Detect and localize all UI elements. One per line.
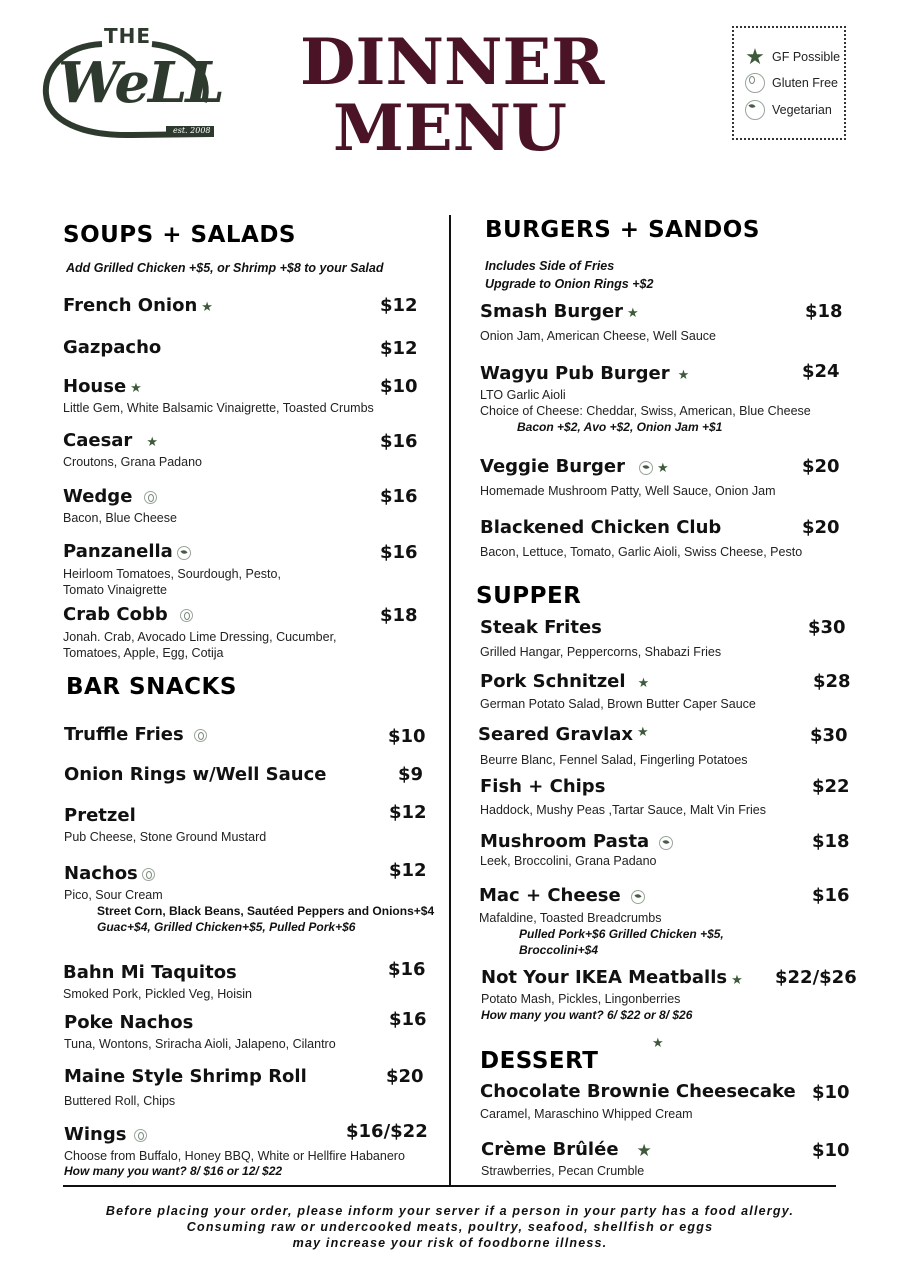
item-desc: Tuna, Wontons, Sriracha Aioli, Jalapeno, Cilantro — [64, 1037, 336, 1051]
item-name: Mushroom Pasta — [480, 831, 650, 852]
item-price: $16 — [388, 959, 426, 980]
menu-item-panzanella — [63, 541, 191, 562]
disclaimer-line-3: may increase your risk of foodborne illness. — [292, 1236, 608, 1250]
title-line-1: DINNER — [300, 25, 605, 100]
star-icon: ★ — [146, 433, 158, 449]
gluten-free-icon — [194, 729, 207, 742]
item-price: $10 — [380, 376, 418, 397]
item-desc: Onion Jam, American Cheese, Well Sauce — [480, 329, 716, 343]
legend-box — [732, 26, 846, 140]
item-name: Crab Cobb — [63, 604, 168, 625]
item-addons: How many you want? 6/ $22 or 8/ $26 — [481, 1008, 693, 1022]
item-name: Pork Schnitzel — [480, 671, 626, 692]
item-price: $30 — [810, 725, 848, 746]
item-desc: Little Gem, White Balsamic Vinaigrette, Toasted Crumbs — [63, 401, 374, 415]
item-desc: Buttered Roll, Chips — [64, 1094, 176, 1108]
menu-item-mushroom-pasta — [480, 831, 673, 852]
footer-rule — [63, 1185, 836, 1187]
star-icon: ★ — [652, 1035, 664, 1050]
item-price: $20 — [802, 456, 840, 477]
item-price: $16/$22 — [346, 1121, 428, 1142]
menu-item-wedge — [63, 486, 157, 507]
menu-item-mac-cheese — [479, 885, 645, 906]
star-icon: ★ — [637, 674, 650, 690]
item-desc: Smoked Pork, Pickled Veg, Hoisin — [63, 987, 252, 1001]
menu-item-wings — [64, 1124, 147, 1145]
item-name: Gazpacho — [63, 337, 162, 358]
star-icon: ★ — [201, 298, 213, 314]
soups-note: Add Grilled Chicken +$5, or Shrimp +$8 to your Salad — [66, 261, 384, 275]
star-icon: ★ — [627, 304, 639, 320]
star-icon: ★ — [130, 379, 142, 395]
item-price: $16 — [812, 885, 850, 906]
item-desc: Pico, Sour Cream — [64, 888, 163, 902]
item-price: $18 — [805, 301, 843, 322]
leaf-icon — [631, 890, 645, 904]
star-icon: ★ — [677, 366, 690, 382]
gluten-free-icon — [744, 72, 766, 94]
item-price: $22 — [812, 776, 850, 797]
item-name: Wedge — [63, 486, 133, 507]
legend-vegetarian — [744, 99, 832, 121]
legend-gluten-free — [744, 72, 838, 94]
item-name: Not Your IKEA Meatballs — [481, 967, 728, 988]
page-title — [300, 25, 605, 166]
item-name: Steak Frites — [480, 617, 602, 638]
menu-item-pork-schnitzel — [480, 671, 649, 692]
item-name: French Onion — [63, 295, 198, 316]
item-desc: Bacon, Blue Cheese — [63, 511, 177, 525]
legend-vegetarian-label: Vegetarian — [772, 103, 832, 117]
logo-est: est. 2008 — [173, 126, 211, 135]
leaf-icon — [177, 546, 191, 560]
menu-item-house — [63, 376, 142, 397]
item-name: Fish + Chips — [480, 776, 606, 797]
item-name: Blackened Chicken Club — [480, 517, 722, 538]
gluten-free-icon — [142, 868, 155, 881]
item-desc: Haddock, Mushy Peas ,Tartar Sauce, Malt Vin Fries — [480, 803, 766, 817]
item-price: $16 — [380, 431, 418, 452]
item-desc-2: Choice of Cheese: Cheddar, Swiss, American, Blue Cheese — [480, 404, 811, 418]
menu-item-ikea-meatballs — [481, 967, 743, 988]
item-name: Crème Brûlée — [481, 1139, 619, 1160]
item-desc: German Potato Salad, Brown Butter Caper Sauce — [480, 697, 756, 711]
item-name: Seared Gravlax — [478, 724, 634, 745]
item-price: $20 — [802, 517, 840, 538]
item-desc-2: Tomatoes, Apple, Egg, Cotija — [63, 646, 224, 660]
item-desc: Beurre Blanc, Fennel Salad, Fingerling Potatoes — [480, 753, 748, 767]
logo — [40, 22, 223, 144]
item-desc: Strawberries, Pecan Crumble — [481, 1164, 645, 1178]
item-desc: Potato Mash, Pickles, Lingonberries — [481, 992, 681, 1006]
title-line-2: MENU — [333, 91, 567, 166]
item-price: $24 — [802, 361, 840, 382]
burgers-note-2: Upgrade to Onion Rings +$2 — [485, 277, 654, 291]
item-price: $12 — [380, 338, 418, 359]
menu-item-wagyu-pub-burger — [480, 363, 689, 384]
item-price: $18 — [380, 605, 418, 626]
leaf-icon — [744, 99, 766, 121]
item-addons: Street Corn, Black Beans, Sautéed Peppers and Onions+$4 — [97, 904, 435, 918]
gluten-free-icon — [134, 1129, 147, 1142]
item-name: Maine Style Shrimp Roll — [64, 1066, 307, 1087]
item-price: $10 — [812, 1082, 850, 1103]
item-price: $30 — [808, 617, 846, 638]
logo-the: THE — [104, 24, 152, 48]
item-desc: Pub Cheese, Stone Ground Mustard — [64, 830, 267, 844]
item-name: Wagyu Pub Burger — [480, 363, 670, 384]
item-price: $12 — [380, 295, 418, 316]
item-name: Bahn Mi Taquitos — [63, 962, 237, 983]
column-divider — [449, 215, 451, 1185]
burgers-note-1: Includes Side of Fries — [485, 259, 615, 273]
item-addons-2: Guac+$4, Grilled Chicken+$5, Pulled Pork+$6 — [97, 920, 356, 934]
menu-item-veggie-burger — [480, 456, 669, 477]
item-name: Caesar — [63, 430, 133, 451]
item-price: $12 — [389, 860, 427, 881]
item-price: $16 — [380, 542, 418, 563]
item-name: Veggie Burger — [480, 456, 625, 477]
item-name: Poke Nachos — [64, 1012, 194, 1033]
bar-snacks-heading: BAR SNACKS — [66, 674, 237, 700]
item-name: Wings — [64, 1124, 127, 1145]
menu-item-nachos — [64, 863, 155, 884]
menu-item-french-onion — [63, 295, 213, 316]
item-name: Pretzel — [64, 805, 136, 826]
item-name: Nachos — [64, 863, 138, 884]
item-desc: Homemade Mushroom Patty, Well Sauce, Onion Jam — [480, 484, 776, 498]
gluten-free-icon — [144, 491, 157, 504]
menu-item-creme-brulee — [481, 1139, 652, 1161]
star-icon: ★ — [637, 724, 649, 739]
item-price: $22/$26 — [775, 967, 857, 988]
item-price: $16 — [380, 486, 418, 507]
item-price: $28 — [813, 671, 851, 692]
star-icon: ★ — [731, 972, 743, 987]
dessert-heading: DESSERT — [480, 1048, 599, 1074]
leaf-icon — [639, 461, 653, 475]
supper-heading: SUPPER — [476, 583, 582, 609]
item-name: Panzanella — [63, 541, 173, 562]
item-price: $10 — [388, 726, 426, 747]
item-name: Smash Burger — [480, 301, 624, 322]
item-desc: Mafaldine, Toasted Breadcrumbs — [479, 911, 662, 925]
item-desc: Bacon, Lettuce, Tomato, Garlic Aioli, Swiss Cheese, Pesto — [480, 545, 803, 559]
disclaimer-line-2: Consuming raw or undercooked meats, poultry, seafood, shellfish or eggs — [186, 1220, 714, 1234]
item-price: $18 — [812, 831, 850, 852]
item-price: $9 — [398, 764, 424, 785]
item-price: $10 — [812, 1140, 850, 1161]
star-icon: ★ — [656, 459, 669, 475]
item-desc: Caramel, Maraschino Whipped Cream — [480, 1107, 693, 1121]
item-name: House — [63, 376, 127, 397]
item-desc-2: Tomato Vinaigrette — [63, 583, 167, 597]
gluten-free-icon — [180, 609, 193, 622]
item-name: Truffle Fries — [64, 724, 184, 745]
legend-gf-possible — [744, 46, 840, 68]
legend-gluten-free-label: Gluten Free — [772, 76, 839, 90]
item-addons: Bacon +$2, Avo +$2, Onion Jam +$1 — [517, 420, 723, 434]
item-addons-2: Broccolini+$4 — [519, 943, 599, 957]
allergy-disclaimer — [60, 1203, 840, 1251]
menu-item-seared-gravlax — [478, 724, 649, 745]
item-desc: LTO Garlic Aioli — [480, 388, 566, 402]
menu-item-truffle-fries — [64, 724, 207, 745]
item-addons: Pulled Pork+$6 Grilled Chicken +$5, — [519, 927, 724, 941]
soups-heading: SOUPS + SALADS — [63, 222, 296, 248]
item-desc: Grilled Hangar, Peppercorns, Shabazi Fries — [480, 645, 722, 659]
menu-item-caesar — [63, 430, 158, 451]
item-desc: Jonah. Crab, Avocado Lime Dressing, Cucumber, — [63, 630, 337, 644]
item-desc: Heirloom Tomatoes, Sourdough, Pesto, — [63, 567, 281, 581]
item-price: $12 — [389, 802, 427, 823]
star-icon: ★ — [745, 44, 765, 69]
star-icon: ★ — [636, 1140, 652, 1160]
item-addons: How many you want? 8/ $16 or 12/ $22 — [64, 1164, 283, 1178]
item-name: Mac + Cheese — [479, 885, 621, 906]
leaf-icon — [659, 836, 673, 850]
item-desc: Choose from Buffalo, Honey BBQ, White or Hellfire Habanero — [64, 1149, 405, 1163]
burgers-heading: BURGERS + SANDOS — [485, 217, 760, 243]
item-name: Chocolate Brownie Cheesecake — [480, 1081, 796, 1102]
menu-item-crab-cobb — [63, 604, 193, 625]
item-desc: Leek, Broccolini, Grana Padano — [480, 854, 657, 868]
item-price: $16 — [389, 1009, 427, 1030]
item-name: Onion Rings w/Well Sauce — [64, 764, 327, 785]
disclaimer-line-1: Before placing your order, please inform your server if a person in your party has a food allergy. — [105, 1204, 795, 1218]
item-price: $20 — [386, 1066, 424, 1087]
legend-gf-possible-label: GF Possible — [772, 50, 841, 64]
logo-word: WeLL — [58, 50, 223, 116]
item-desc: Croutons, Grana Padano — [63, 455, 202, 469]
menu-item-smash-burger — [480, 301, 639, 322]
